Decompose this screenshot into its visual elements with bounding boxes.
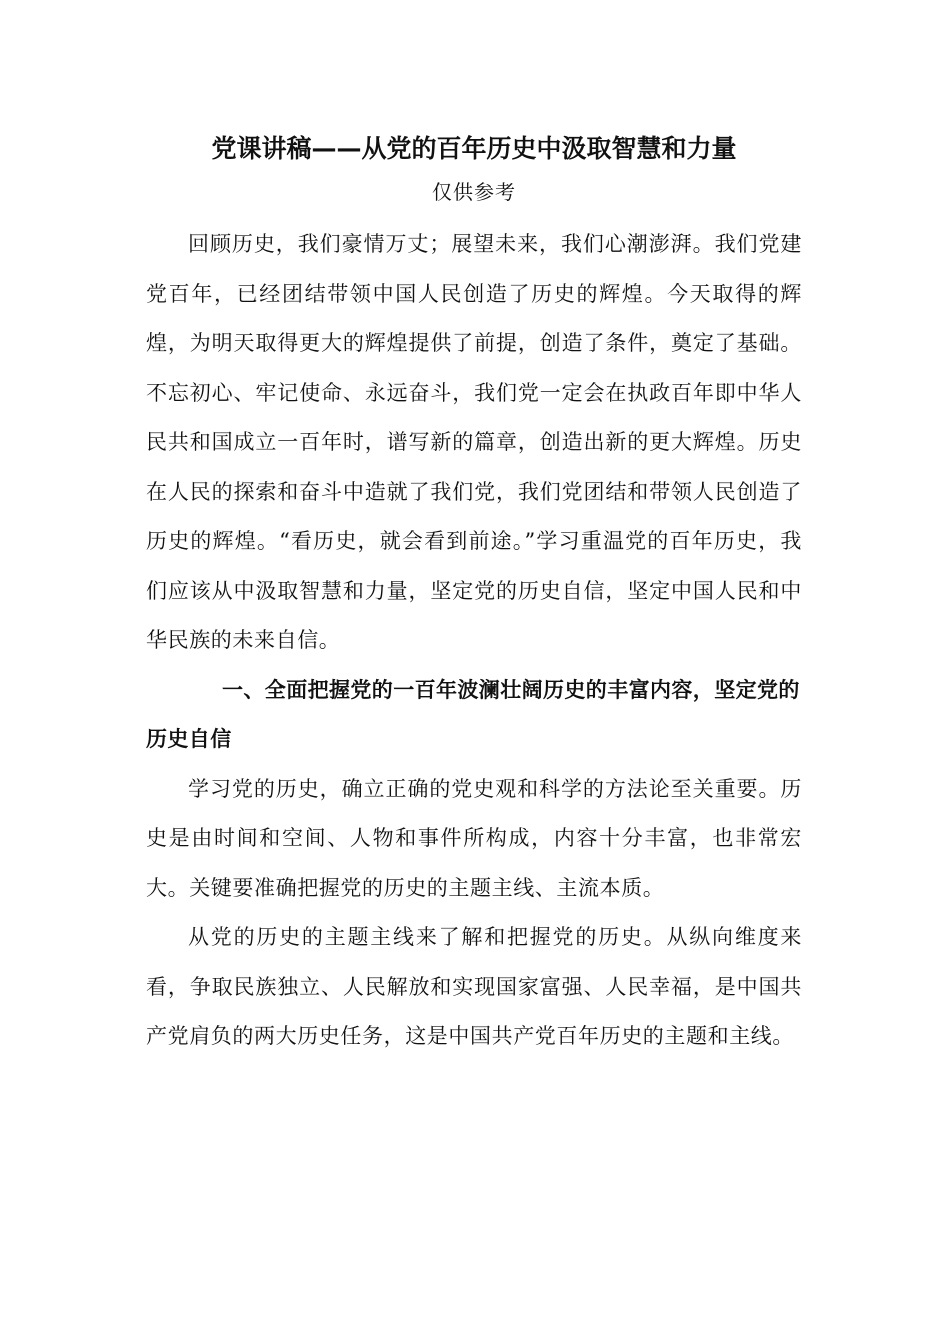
document-page	[146, 128, 802, 1062]
document-subtitle: 仅供参考	[432, 180, 516, 204]
section-heading: 一、全面把握党的一百年波澜壮阔历史的丰富内容，坚定党的历史自信	[146, 677, 800, 751]
intro-paragraph: 回顾历史，我们豪情万丈；展望未来，我们心潮澎湃。我们党建党百年，已经团结带领中国人民创造了历史的辉煌。今天取得的辉煌，为明天取得更大的辉煌提供了前提，创造了条件，奠定了基础。不忘初心、牢记使命、永远奋斗，我们党一定会在执政百年即中华人民共和国成立一百年时，谱写新的篇章，创造出新的更大辉煌。历史在人民的探索和奋斗中造就了我们党，我们党团结和带领人民创造了历史的辉煌。“看历史，就会看到前途。”学习重温党的百年历史，我们应该从中汲取智慧和力量，坚定党的历史自信，坚定中国人民和中华民族的未来自信。	[146, 232, 802, 652]
document-title: 党课讲稿——从党的百年历史中汲取智慧和力量	[211, 134, 737, 163]
section-paragraph-1: 学习党的历史，确立正确的党史观和科学的方法论至关重要。历史是由时间和空间、人物和事件所构成，内容十分丰富，也非常宏大。关键要准确把握党的历史的主题主线、主流本质。	[146, 776, 802, 900]
section-paragraph-2: 从党的历史的主题主线来了解和把握党的历史。从纵向维度来看，争取民族独立、人民解放和实现国家富强、人民幸福，是中国共产党肩负的两大历史任务，这是中国共产党百年历史的主题和主线。	[146, 925, 802, 1048]
